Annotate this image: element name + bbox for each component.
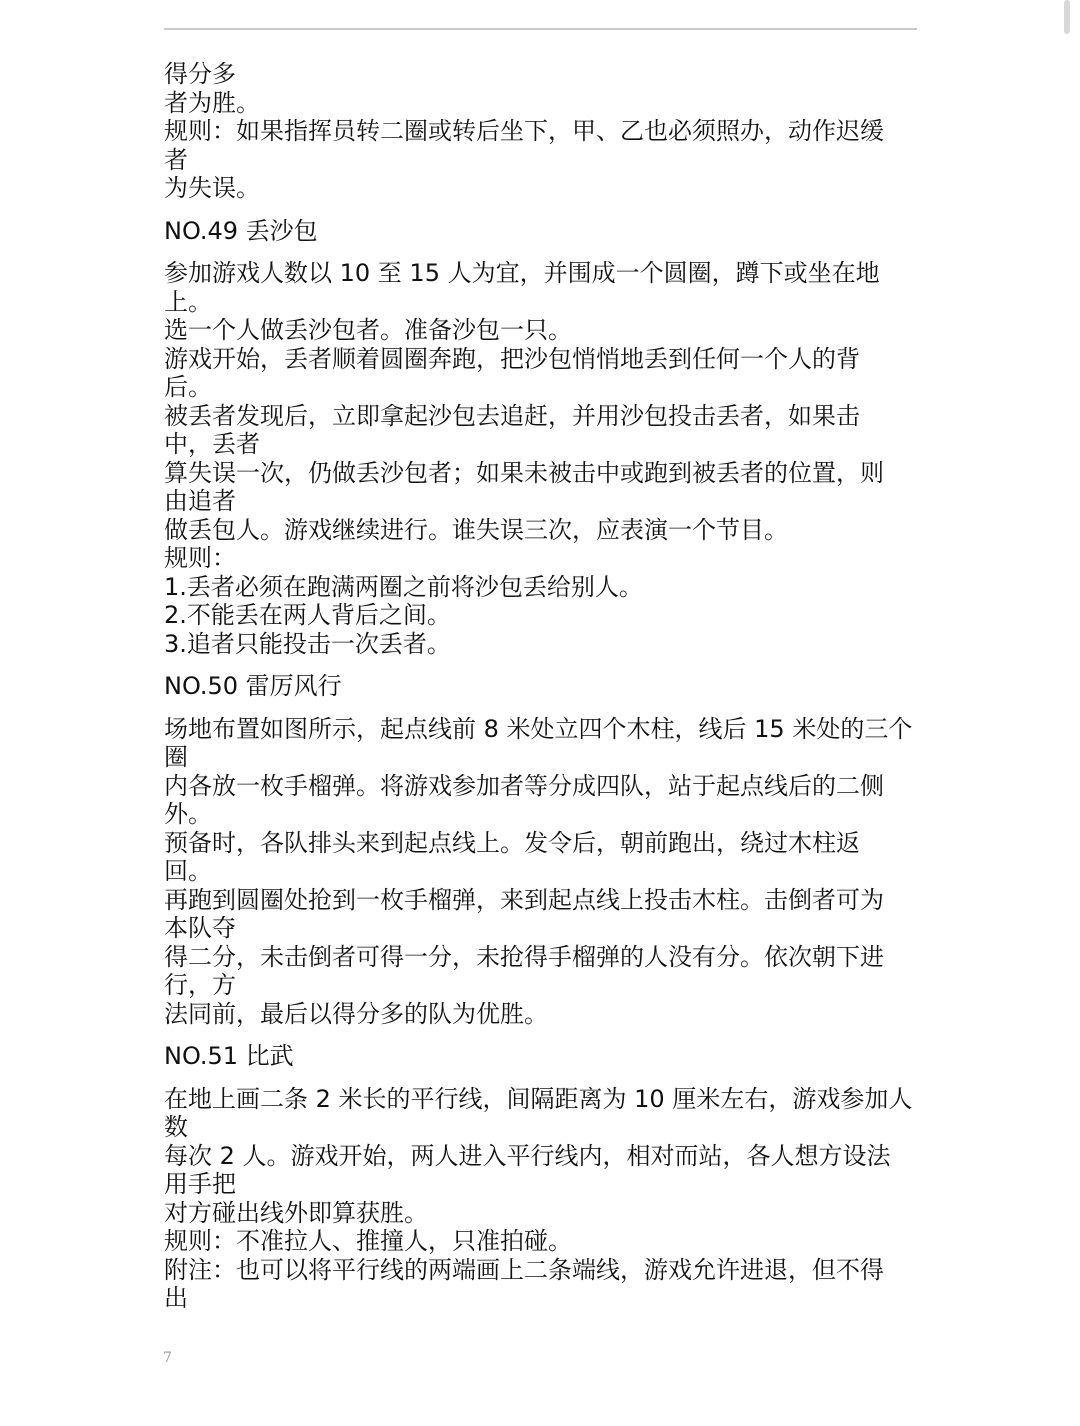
text-line: 规则： xyxy=(164,544,236,572)
text-line: 规则：不准拉人、推撞人，只准拍碰。 xyxy=(164,1227,572,1255)
document-body xyxy=(164,60,924,1313)
text-line: 由追者 xyxy=(164,487,236,515)
text-line: 对方碰出线外即算获胜。 xyxy=(164,1198,428,1227)
text-line: 用手把 xyxy=(164,1170,236,1198)
text-line: 规则：如果指挥员转二圈或转后坐下，甲、乙也必须照办，动作迟缓 xyxy=(164,117,884,145)
text-line: 附注：也可以将平行线的两端画上二条端线，游戏允许进退，但不得 xyxy=(164,1255,884,1284)
text-line: 场地布置如图所示，起点线前 8 米处立四个木柱，线后 15 米处的三个 xyxy=(164,714,913,743)
text-line: 上。 xyxy=(164,287,212,316)
text-line: 行，方 xyxy=(164,971,236,999)
text-line: 内各放一枚手榴弹。将游戏参加者等分成四队，站于起点线后的二侧 xyxy=(164,771,884,800)
text-line: 1.丢者必须在跑满两圈之前将沙包丢给别人。 xyxy=(164,572,643,601)
text-line: 后。 xyxy=(164,373,212,401)
text-line: 预备时，各队排头来到起点线上。发令后，朝前跑出，绕过木柱返 xyxy=(164,828,860,857)
text-line: 者 xyxy=(164,145,188,174)
text-line: 外。 xyxy=(164,800,212,828)
text-line: 被丢者发现后，立即拿起沙包去追赶，并用沙包投击丢者，如果击 xyxy=(164,401,860,430)
page-number: 7 xyxy=(163,1350,172,1366)
top-divider xyxy=(164,28,917,30)
text-line: 在地上画二条 2 米长的平行线，间隔距离为 10 厘米左右，游戏参加人 xyxy=(164,1084,913,1113)
text-line: 本队夺 xyxy=(164,914,236,942)
text-line: 中，丢者 xyxy=(164,430,260,458)
scrollbar-thumb[interactable] xyxy=(1064,0,1070,34)
text-line: 选一个人做丢沙包者。准备沙包一只。 xyxy=(164,316,572,344)
text-line: 者为胜。 xyxy=(164,88,260,117)
text-line: 回。 xyxy=(164,857,212,885)
section-title: NO.49 丢沙包 xyxy=(164,216,318,245)
text-line: 法同前，最后以得分多的队为优胜。 xyxy=(164,999,548,1028)
section-title: NO.50 雷厉风行 xyxy=(164,672,342,700)
section-title: NO.51 比武 xyxy=(164,1042,294,1070)
text-line: 做丢包人。游戏继续进行。谁失误三次，应表演一个节目。 xyxy=(164,515,788,544)
text-line: 2.不能丢在两人背后之间。 xyxy=(164,601,451,629)
text-line: 再跑到圆圈处抢到一枚手榴弹，来到起点线上投击木柱。击倒者可为 xyxy=(164,885,884,914)
text-line: 为失误。 xyxy=(164,174,260,202)
text-line: 参加游戏人数以 10 至 15 人为宜，并围成一个圆圈，蹲下或坐在地 xyxy=(164,259,880,287)
text-line: 数 xyxy=(164,1113,188,1141)
text-line: 圈 xyxy=(164,743,188,771)
text-line: 得二分，未击倒者可得一分，未抢得手榴弹的人没有分。依次朝下进 xyxy=(164,942,884,971)
text-line: 3.追者只能投击一次丢者。 xyxy=(164,629,451,658)
section-no51 xyxy=(164,1042,924,1313)
text-line: 游戏开始，丢者顺着圆圈奔跑，把沙包悄悄地丢到任何一个人的背 xyxy=(164,344,860,373)
text-line: 出 xyxy=(164,1284,188,1312)
intro-paragraph xyxy=(164,60,924,203)
text-line: 算失误一次，仍做丢沙包者；如果未被击中或跑到被丢者的位置，则 xyxy=(164,458,884,487)
text-line: 每次 2 人。游戏开始，两人进入平行线内，相对而站，各人想方设法 xyxy=(164,1141,891,1170)
section-no50 xyxy=(164,672,924,1028)
section-no49 xyxy=(164,217,924,659)
text-line: 得分多 xyxy=(164,60,236,88)
